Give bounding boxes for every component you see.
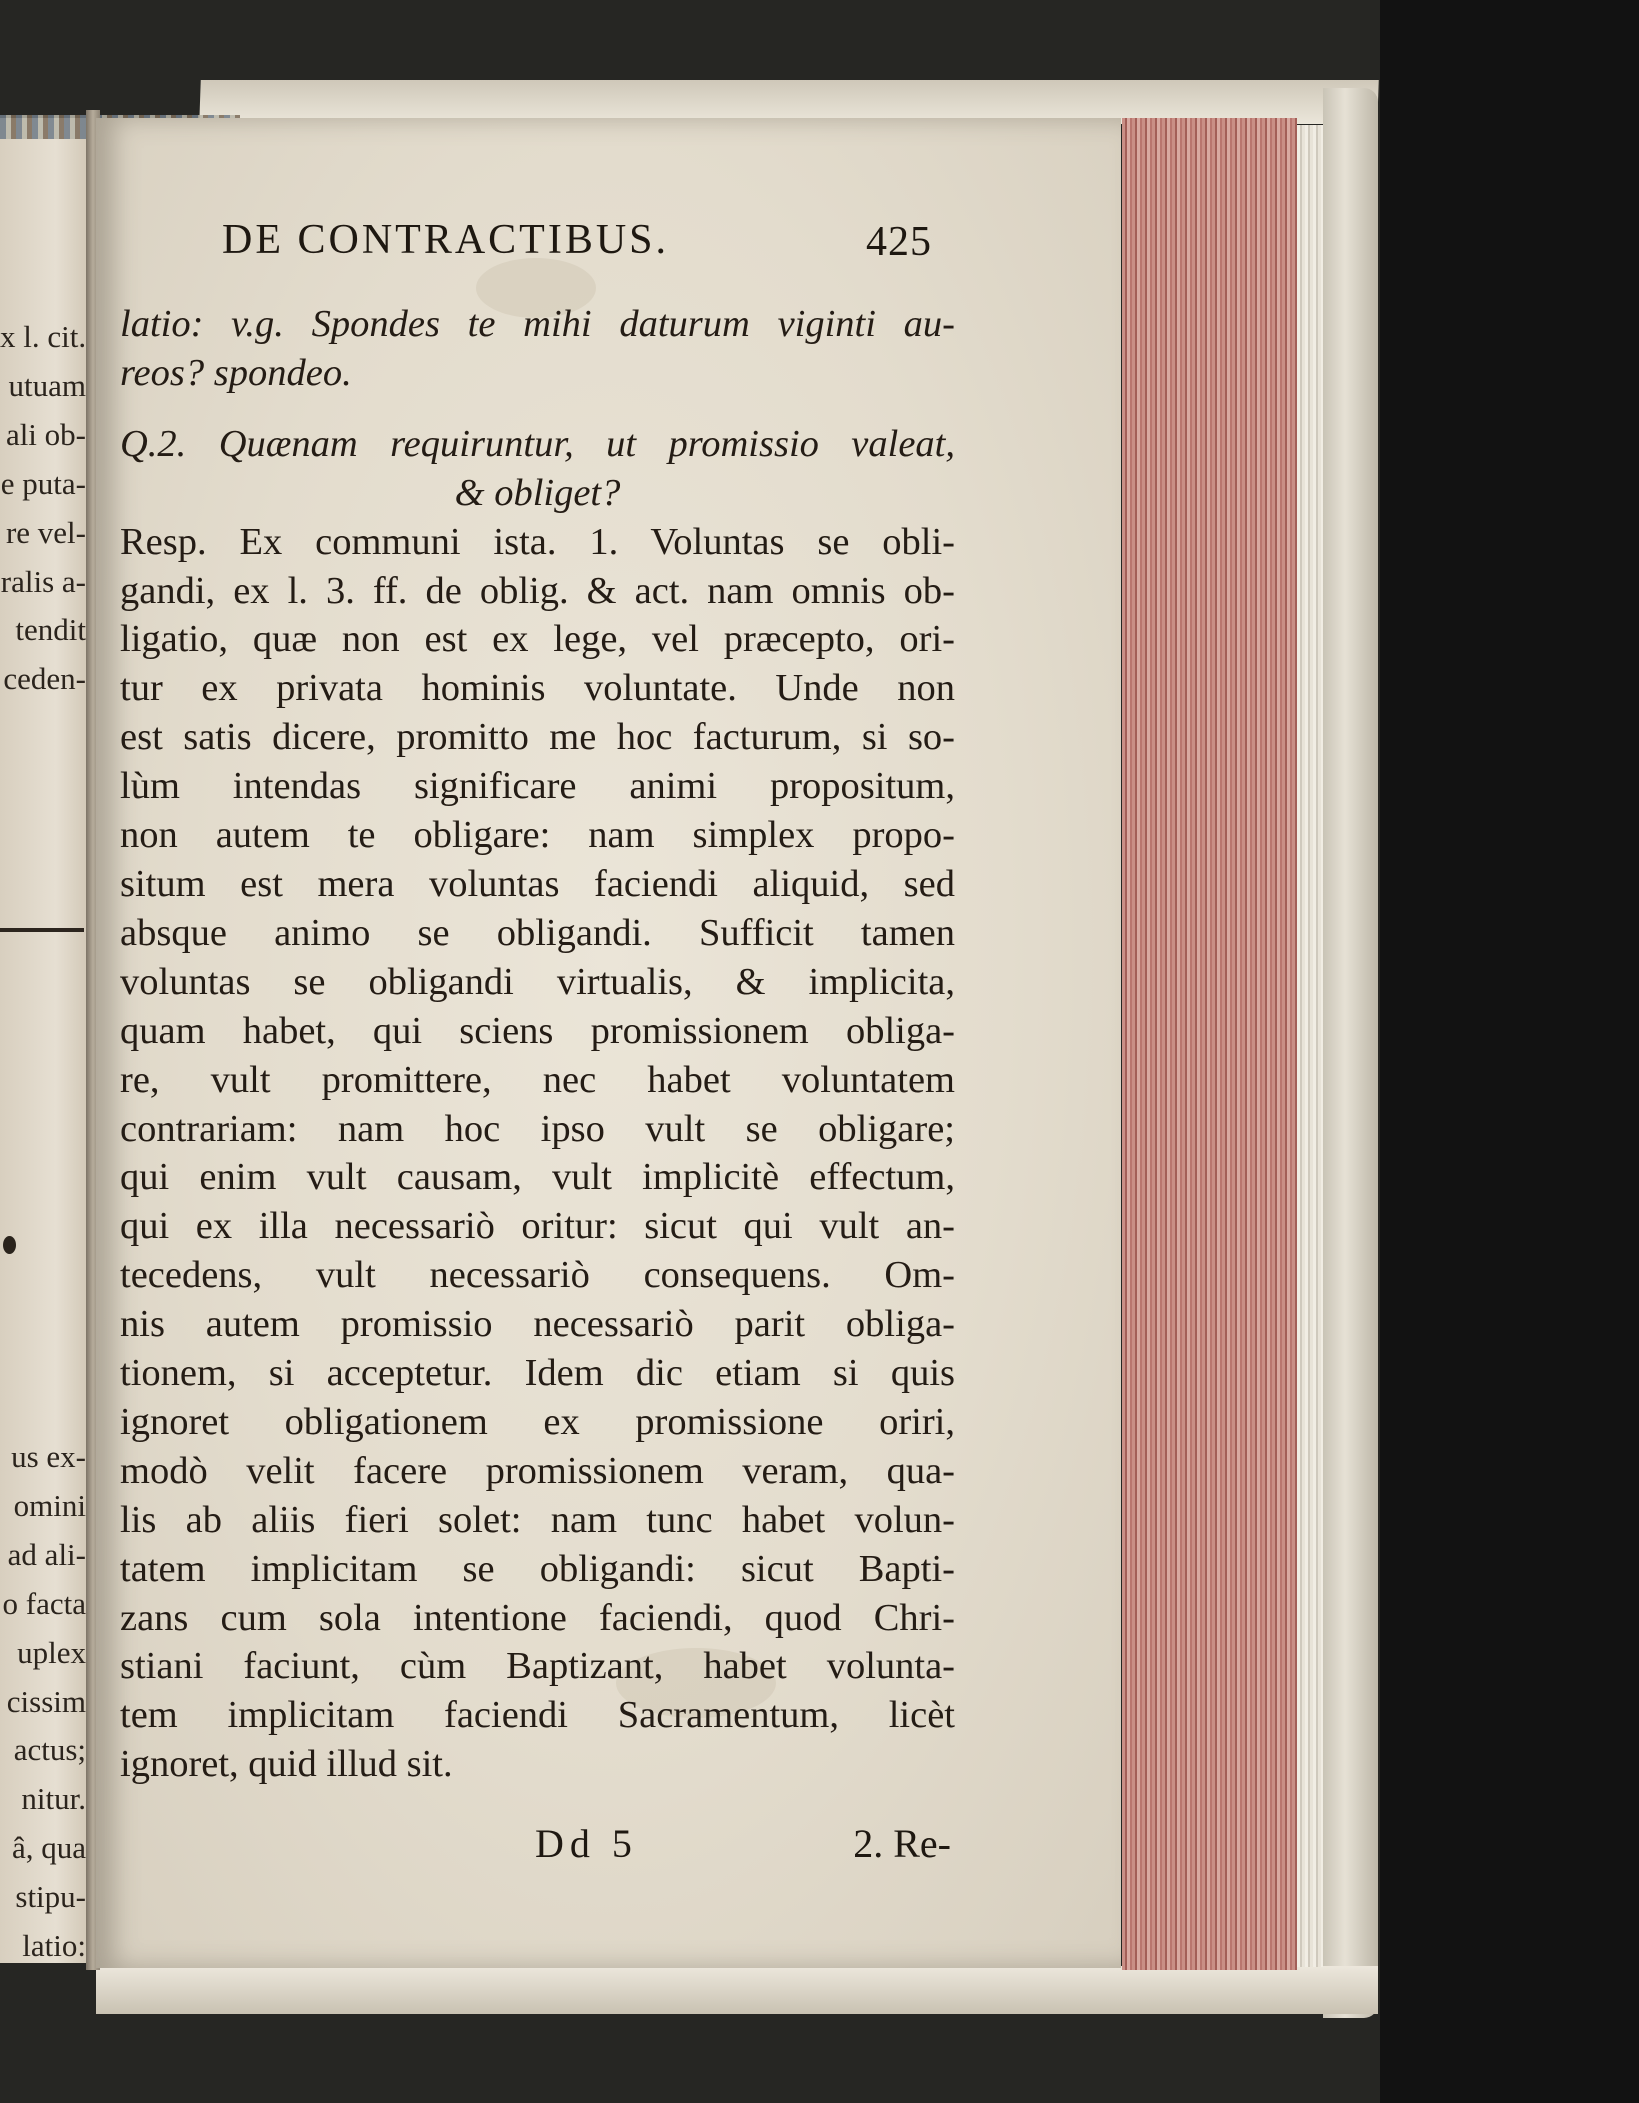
text-line: gandi, ex l. 3. ff. de oblig. & act. nam omnis ob- <box>120 569 955 612</box>
text-line: tecedens, vult necessariò consequens. Om- <box>120 1254 955 1297</box>
left-page-fragment: uplex <box>17 1634 86 1670</box>
text-line: stiani faciunt, cùm Baptizant, habet volunta- <box>120 1645 955 1688</box>
text-line: re, vult promittere, nec habet voluntatem <box>120 1058 955 1101</box>
left-page-fragment: us ex- <box>11 1439 86 1474</box>
left-page-fragment: e puta- <box>0 465 86 501</box>
text-line: zans cum sola intentione faciendi, quod Chri- <box>120 1596 955 1639</box>
left-page-lower-fragments <box>0 1433 86 1963</box>
left-page-ink-mark <box>3 1236 16 1254</box>
text-line: lis ab aliis fieri solet: nam tunc habet volun- <box>120 1498 955 1541</box>
text-line: situm est mera voluntas faciendi aliquid, sed <box>120 862 955 905</box>
text-line: tur ex privata hominis voluntate. Unde non <box>120 667 955 710</box>
text-line: est satis dicere, promitto me hoc facturum, si so- <box>120 716 955 759</box>
page-edge-lip <box>1297 125 1323 1967</box>
text-line: quam habet, qui sciens promissionem obliga- <box>120 1009 955 1052</box>
text-line: latio: v.g. Spondes te mihi daturum viginti au- <box>120 303 955 345</box>
text-line: contrariam: nam hoc ipso vult se obligare; <box>120 1107 955 1150</box>
page-body-text <box>120 300 955 1789</box>
left-page <box>0 118 93 1963</box>
left-page-fragment: ali ob- <box>5 416 86 452</box>
dark-backdrop <box>1380 0 1639 2103</box>
running-head <box>222 210 942 266</box>
left-page-upper-fragments <box>0 313 86 704</box>
text-line: ignoret obligationem ex promissione oriri, <box>120 1400 955 1443</box>
left-page-fragment: tendit <box>15 612 86 648</box>
text-line: tatem implicitam se obligandi: sicut Bapti- <box>120 1547 955 1590</box>
left-page-fragment: latio: <box>22 1928 86 1963</box>
signature-mark: Dd 5 <box>535 1821 638 1866</box>
left-page-fragment: stipu- <box>15 1879 86 1915</box>
left-page-fragment: ad ali- <box>7 1536 86 1572</box>
text-line: tem implicitam faciendi Sacramentum, licèt <box>120 1694 955 1737</box>
text-line: voluntas se obligandi virtualis, & implicita, <box>120 960 955 1003</box>
red-fore-edge <box>1122 118 1297 1970</box>
left-page-fragment: omini <box>13 1487 86 1523</box>
text-line: qui ex illa necessariò oritur: sicut qui vult an- <box>120 1205 955 1248</box>
text-line: Q.2. Quænam requiruntur, ut promissio valeat, <box>120 422 955 465</box>
left-page-fragment: o facta <box>2 1585 86 1621</box>
left-page-fragment: re vel- <box>5 514 86 550</box>
left-page-fragment: cissim <box>6 1683 86 1719</box>
text-line: Resp. Ex communi ista. 1. Voluntas se obli- <box>120 520 955 563</box>
text-line: reos? spondeo. <box>120 351 352 394</box>
left-page-fragment: ralis a- <box>0 563 86 599</box>
running-head-title: DE CONTRACTIBUS. <box>222 217 670 263</box>
text-line: qui enim vult causam, vult implicitè effectum, <box>120 1156 955 1199</box>
left-page-fragment: actus; <box>13 1732 86 1768</box>
text-line: non autem te obligare: nam simplex propo- <box>120 814 955 857</box>
catchword: 2. Re- <box>853 1821 951 1866</box>
text-line: tionem, si acceptetur. Idem dic etiam si quis <box>120 1352 955 1395</box>
left-page-fragment: â, qua <box>11 1830 86 1866</box>
text-line: & obliget? <box>454 471 621 514</box>
paragraph-gap <box>120 398 955 420</box>
left-page-rule <box>0 928 84 932</box>
left-page-fragment: x l. cit. <box>0 319 86 354</box>
page-number: 425 <box>866 219 932 265</box>
text-line: absque animo se obligandi. Sufficit tamen <box>120 911 955 954</box>
left-page-fragment: ceden- <box>3 661 86 697</box>
text-line: lùm intendas significare animi propositum, <box>120 765 955 808</box>
text-line: nis autem promissio necessariò parit obliga- <box>120 1303 955 1346</box>
left-page-fragment: utuam <box>8 367 86 403</box>
page-footer <box>120 1820 955 1870</box>
cover-bottom-edge <box>96 1966 1378 2014</box>
cover-right-edge <box>1323 88 1378 2018</box>
left-page-fragment: nitur. <box>21 1781 86 1817</box>
text-line: modò velit facere promissionem veram, qua- <box>120 1449 955 1492</box>
text-line: ignoret, quid illud sit. <box>120 1743 453 1786</box>
text-line: ligatio, quæ non est ex lege, vel præcepto, ori- <box>120 618 955 661</box>
